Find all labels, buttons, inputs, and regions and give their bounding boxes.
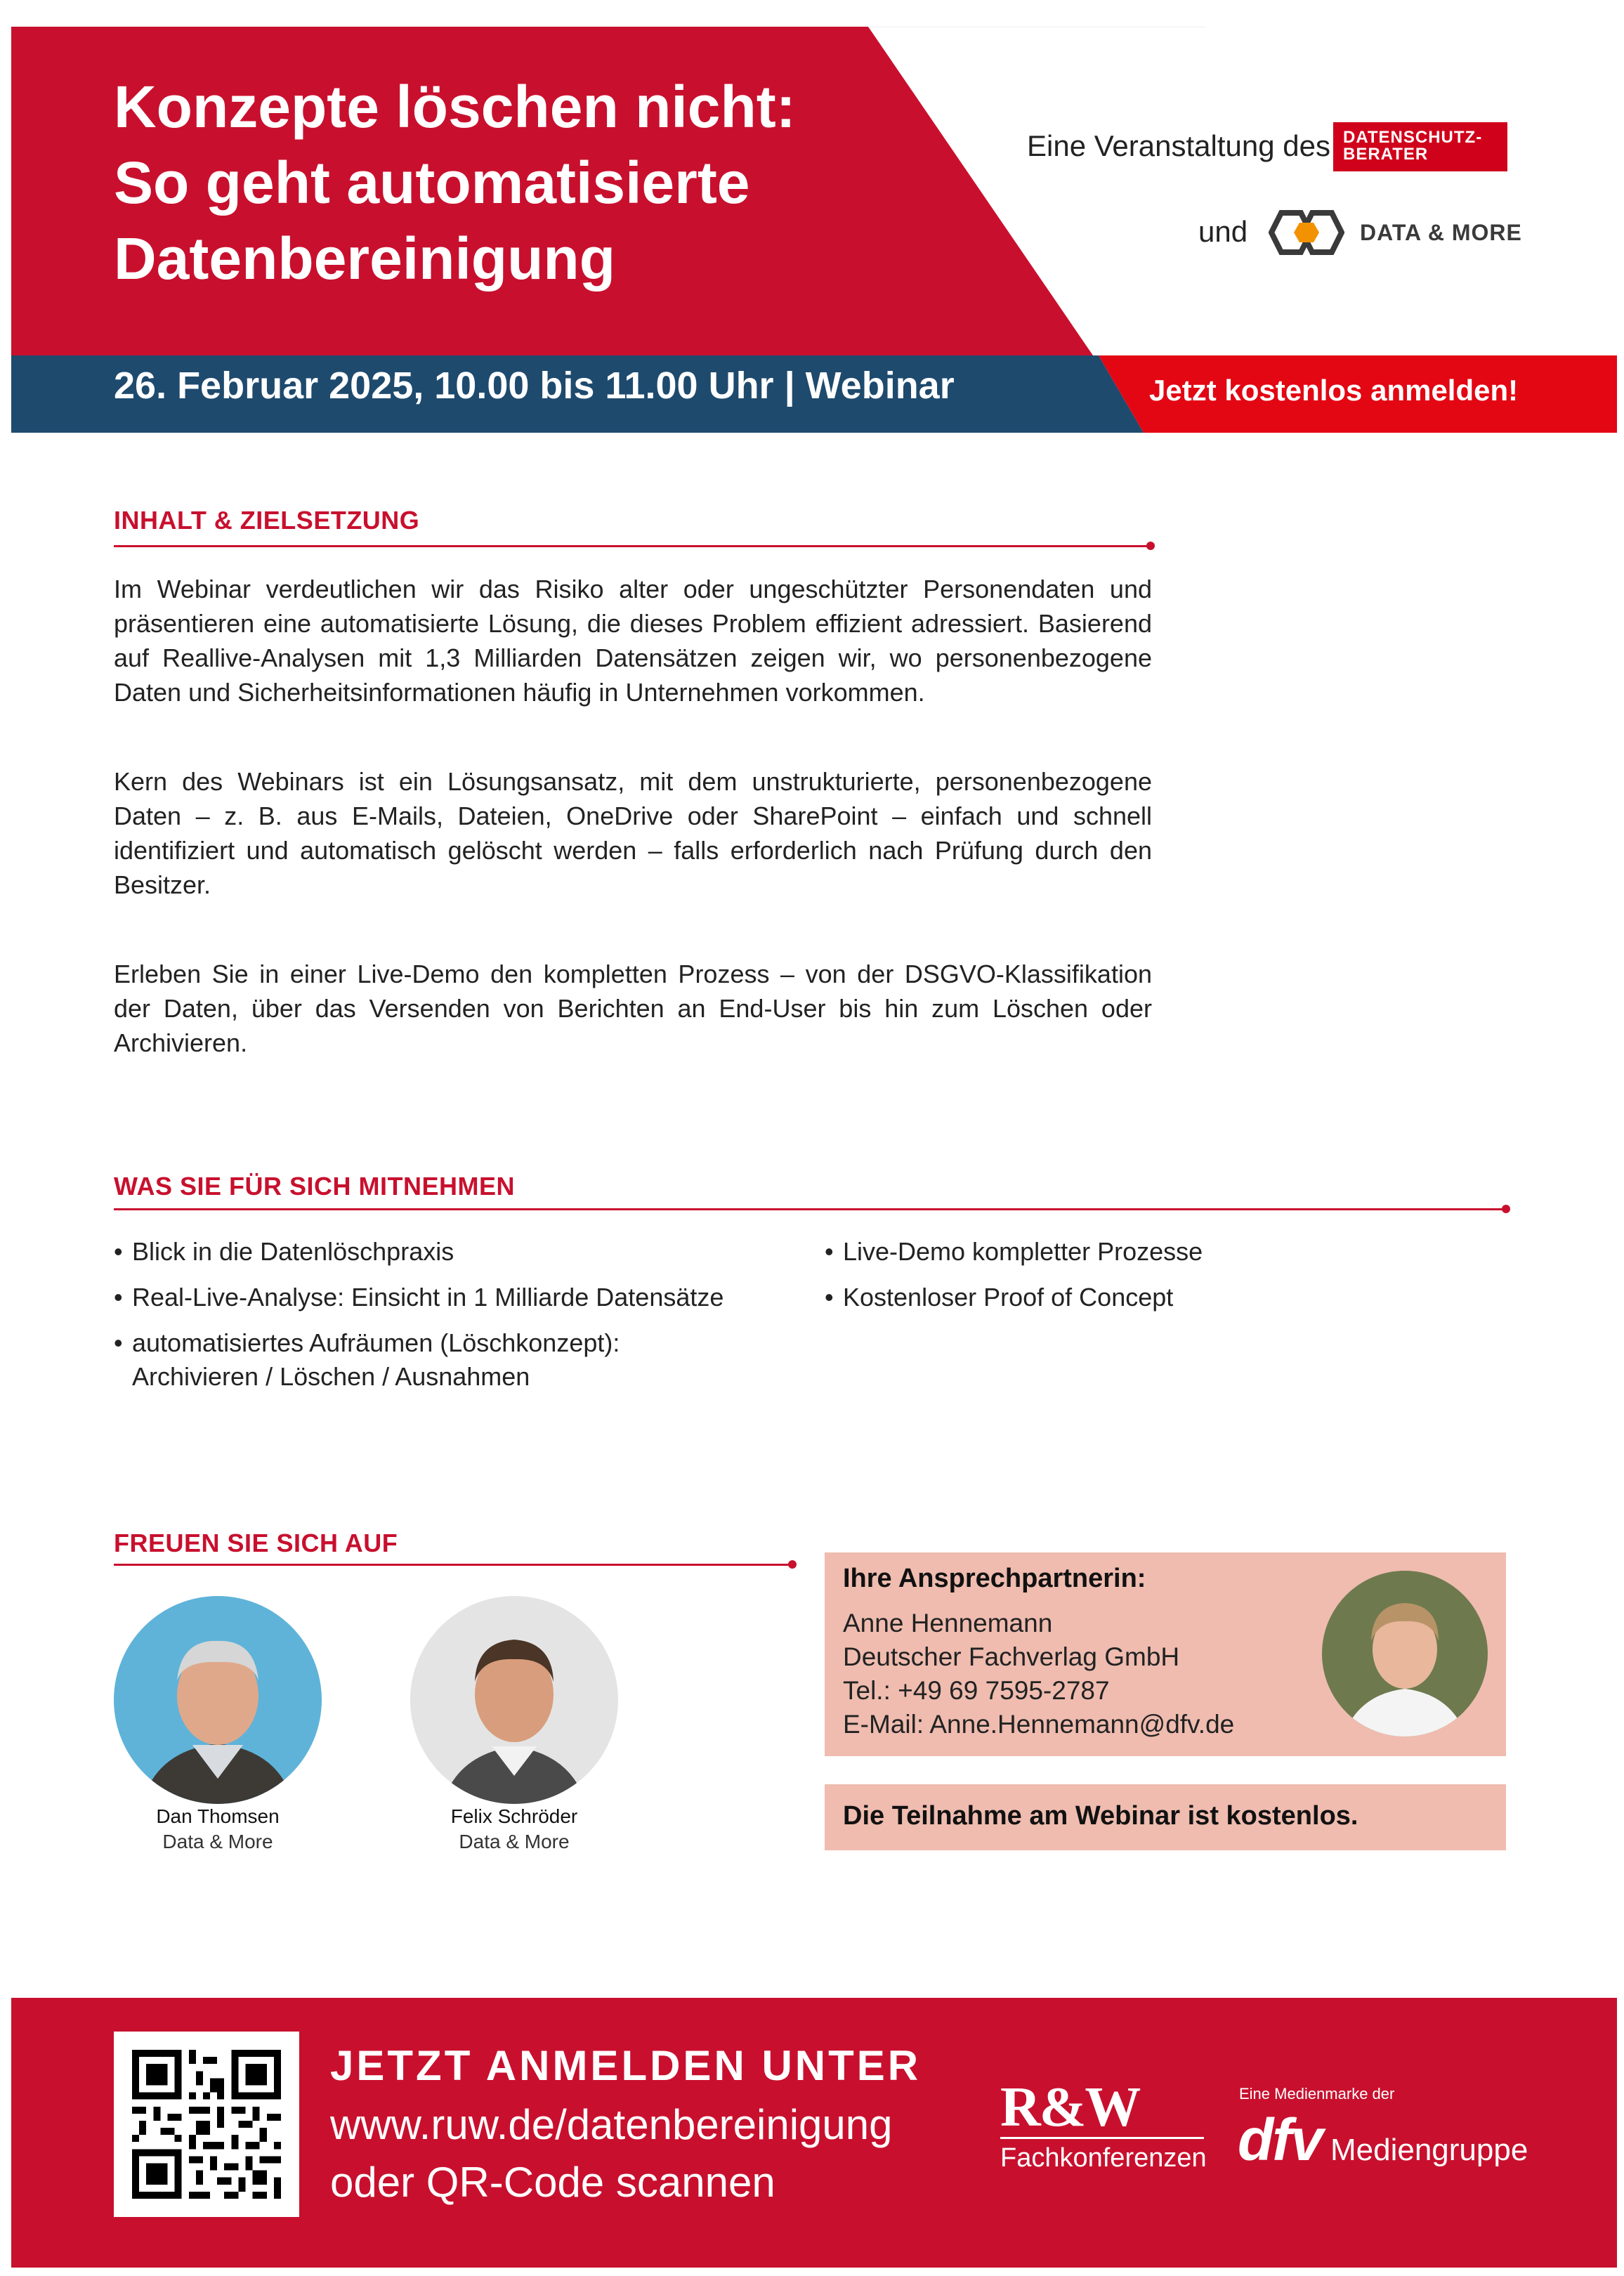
speaker-photo-dan-thomsen [114, 1596, 322, 1804]
free-participation-notice: Die Teilnahme am Webinar ist kostenlos. [843, 1801, 1358, 1831]
rw-logo-mark: R&W [1000, 2079, 1204, 2139]
section-rule-inhalt [114, 545, 1151, 547]
data-and-more-wordmark: DATA & MORE [1360, 219, 1522, 245]
intro-paragraph-1: Im Webinar verdeutlichen wir das Risiko alter oder ungeschützter Personendaten und präsentieren eine automatisierte Lösung, die dieses Problem effizient adressiert. Basierend auf Reallive-Analysen mit 1,3 Milliarden Datensätzen zeigen wir, wo personenbezogene Daten und Sicherheitsinformationen häufig in Unternehmen vorkommen. [114, 575, 1152, 707]
speaker-name: Felix Schröder [450, 1805, 578, 1827]
contact-photo [1322, 1571, 1488, 1737]
contact-title: Ihre Ansprechpartnerin: [843, 1564, 1146, 1593]
footer-heading: JETZT ANMELDEN UNTER [330, 2042, 922, 2089]
list-item: • Blick in die Datenlöschpraxis [114, 1235, 746, 1269]
dfv-caption: Eine Medienmarke der [1239, 2085, 1395, 2102]
list-item: • automatisiertes Aufräumen (Löschkonzept): Archivieren / Löschen / Ausnahmen [114, 1326, 634, 1394]
intro-paragraph-3: Erleben Sie in einer Live-Demo den kompletten Prozess – von der DSGVO-Klassifikation der Daten, über das Versenden von Berichten an End-User bis hin zum Löschen oder Archivieren. [114, 960, 1152, 1057]
and-label: und [1198, 215, 1248, 248]
rw-logo-subtitle: Fachkonferenzen [1000, 2143, 1207, 2173]
avatar [410, 1596, 618, 1804]
dfv-mediengruppe-logo[interactable] [1238, 2107, 1528, 2173]
event-date-line: 26. Februar 2025, 10.00 bis 11.00 Uhr | Webinar [114, 365, 955, 407]
host-label: Eine Veranstaltung des [1027, 129, 1330, 162]
qr-code-icon [132, 2050, 281, 2199]
title-line-3: Datenbereinigung [114, 225, 616, 292]
ds-logo-line-2: BERATER [1343, 145, 1429, 164]
dfv-logo-word: Mediengruppe [1330, 2133, 1528, 2167]
section-rule-speakers [114, 1564, 792, 1566]
register-cta[interactable]: Jetzt kostenlos anmelden! [1149, 374, 1519, 407]
takeaways-list-right [825, 1235, 1457, 1326]
speaker-org: Data & More [459, 1831, 570, 1852]
qr-code[interactable] [114, 2032, 299, 2217]
intro-paragraph-2: Kern des Webinars ist ein Lösungsansatz, mit dem unstrukturierte, personenbezogene Daten – z. B. aus E-Mails, Dateien, OneDrive oder SharePoint – einfach und schnell identifiziert und automatisch gelöscht werden – falls erforderlich nach Prüfung durch den Besitzer. [114, 767, 1152, 899]
avatar [1322, 1571, 1488, 1737]
takeaways-list-left [114, 1235, 746, 1406]
dfv-logo-mark: dfv [1238, 2107, 1322, 2173]
speaker-name: Dan Thomsen [156, 1805, 280, 1827]
qr-hint: oder QR-Code scannen [330, 2159, 775, 2206]
rw-fachkonferenzen-logo[interactable] [1000, 2076, 1207, 2173]
contact-name: Anne Hennemann [843, 1609, 1053, 1637]
contact-phone[interactable]: Tel.: +49 69 7595-2787 [843, 1676, 1110, 1705]
data-and-more-logo[interactable] [1269, 208, 1522, 257]
hexagon-logo-icon [1269, 210, 1344, 255]
list-item: • Real-Live-Analyse: Einsicht in 1 Milliarde Datensätze [114, 1281, 746, 1314]
title-line-1: Konzepte löschen nicht: [114, 74, 796, 140]
avatar [114, 1596, 322, 1804]
section-rule-takeaways [114, 1208, 1506, 1210]
contact-email[interactable]: E-Mail: Anne.Hennemann@dfv.de [843, 1710, 1235, 1739]
speaker-photo-felix-schroeder [410, 1596, 618, 1804]
speaker-org: Data & More [162, 1831, 273, 1852]
section-heading-takeaways: WAS SIE FÜR SICH MITNEHMEN [114, 1172, 516, 1201]
list-item: • Kostenloser Proof of Concept [825, 1281, 1457, 1314]
datenschutz-berater-logo[interactable] [1333, 122, 1507, 171]
section-heading-inhalt: INHALT & ZIELSETZUNG [114, 506, 420, 535]
page-title [114, 69, 957, 296]
section-heading-speakers: FREUEN SIE SICH AUF [114, 1529, 398, 1557]
list-item: • Live-Demo kompletter Prozesse [825, 1235, 1457, 1269]
title-line-2: So geht automatisierte [114, 150, 750, 216]
contact-company: Deutscher Fachverlag GmbH [843, 1642, 1180, 1671]
registration-url-link[interactable]: www.ruw.de/datenbereinigung [330, 2101, 893, 2148]
ds-logo-line-1: DATENSCHUTZ- [1343, 128, 1483, 147]
